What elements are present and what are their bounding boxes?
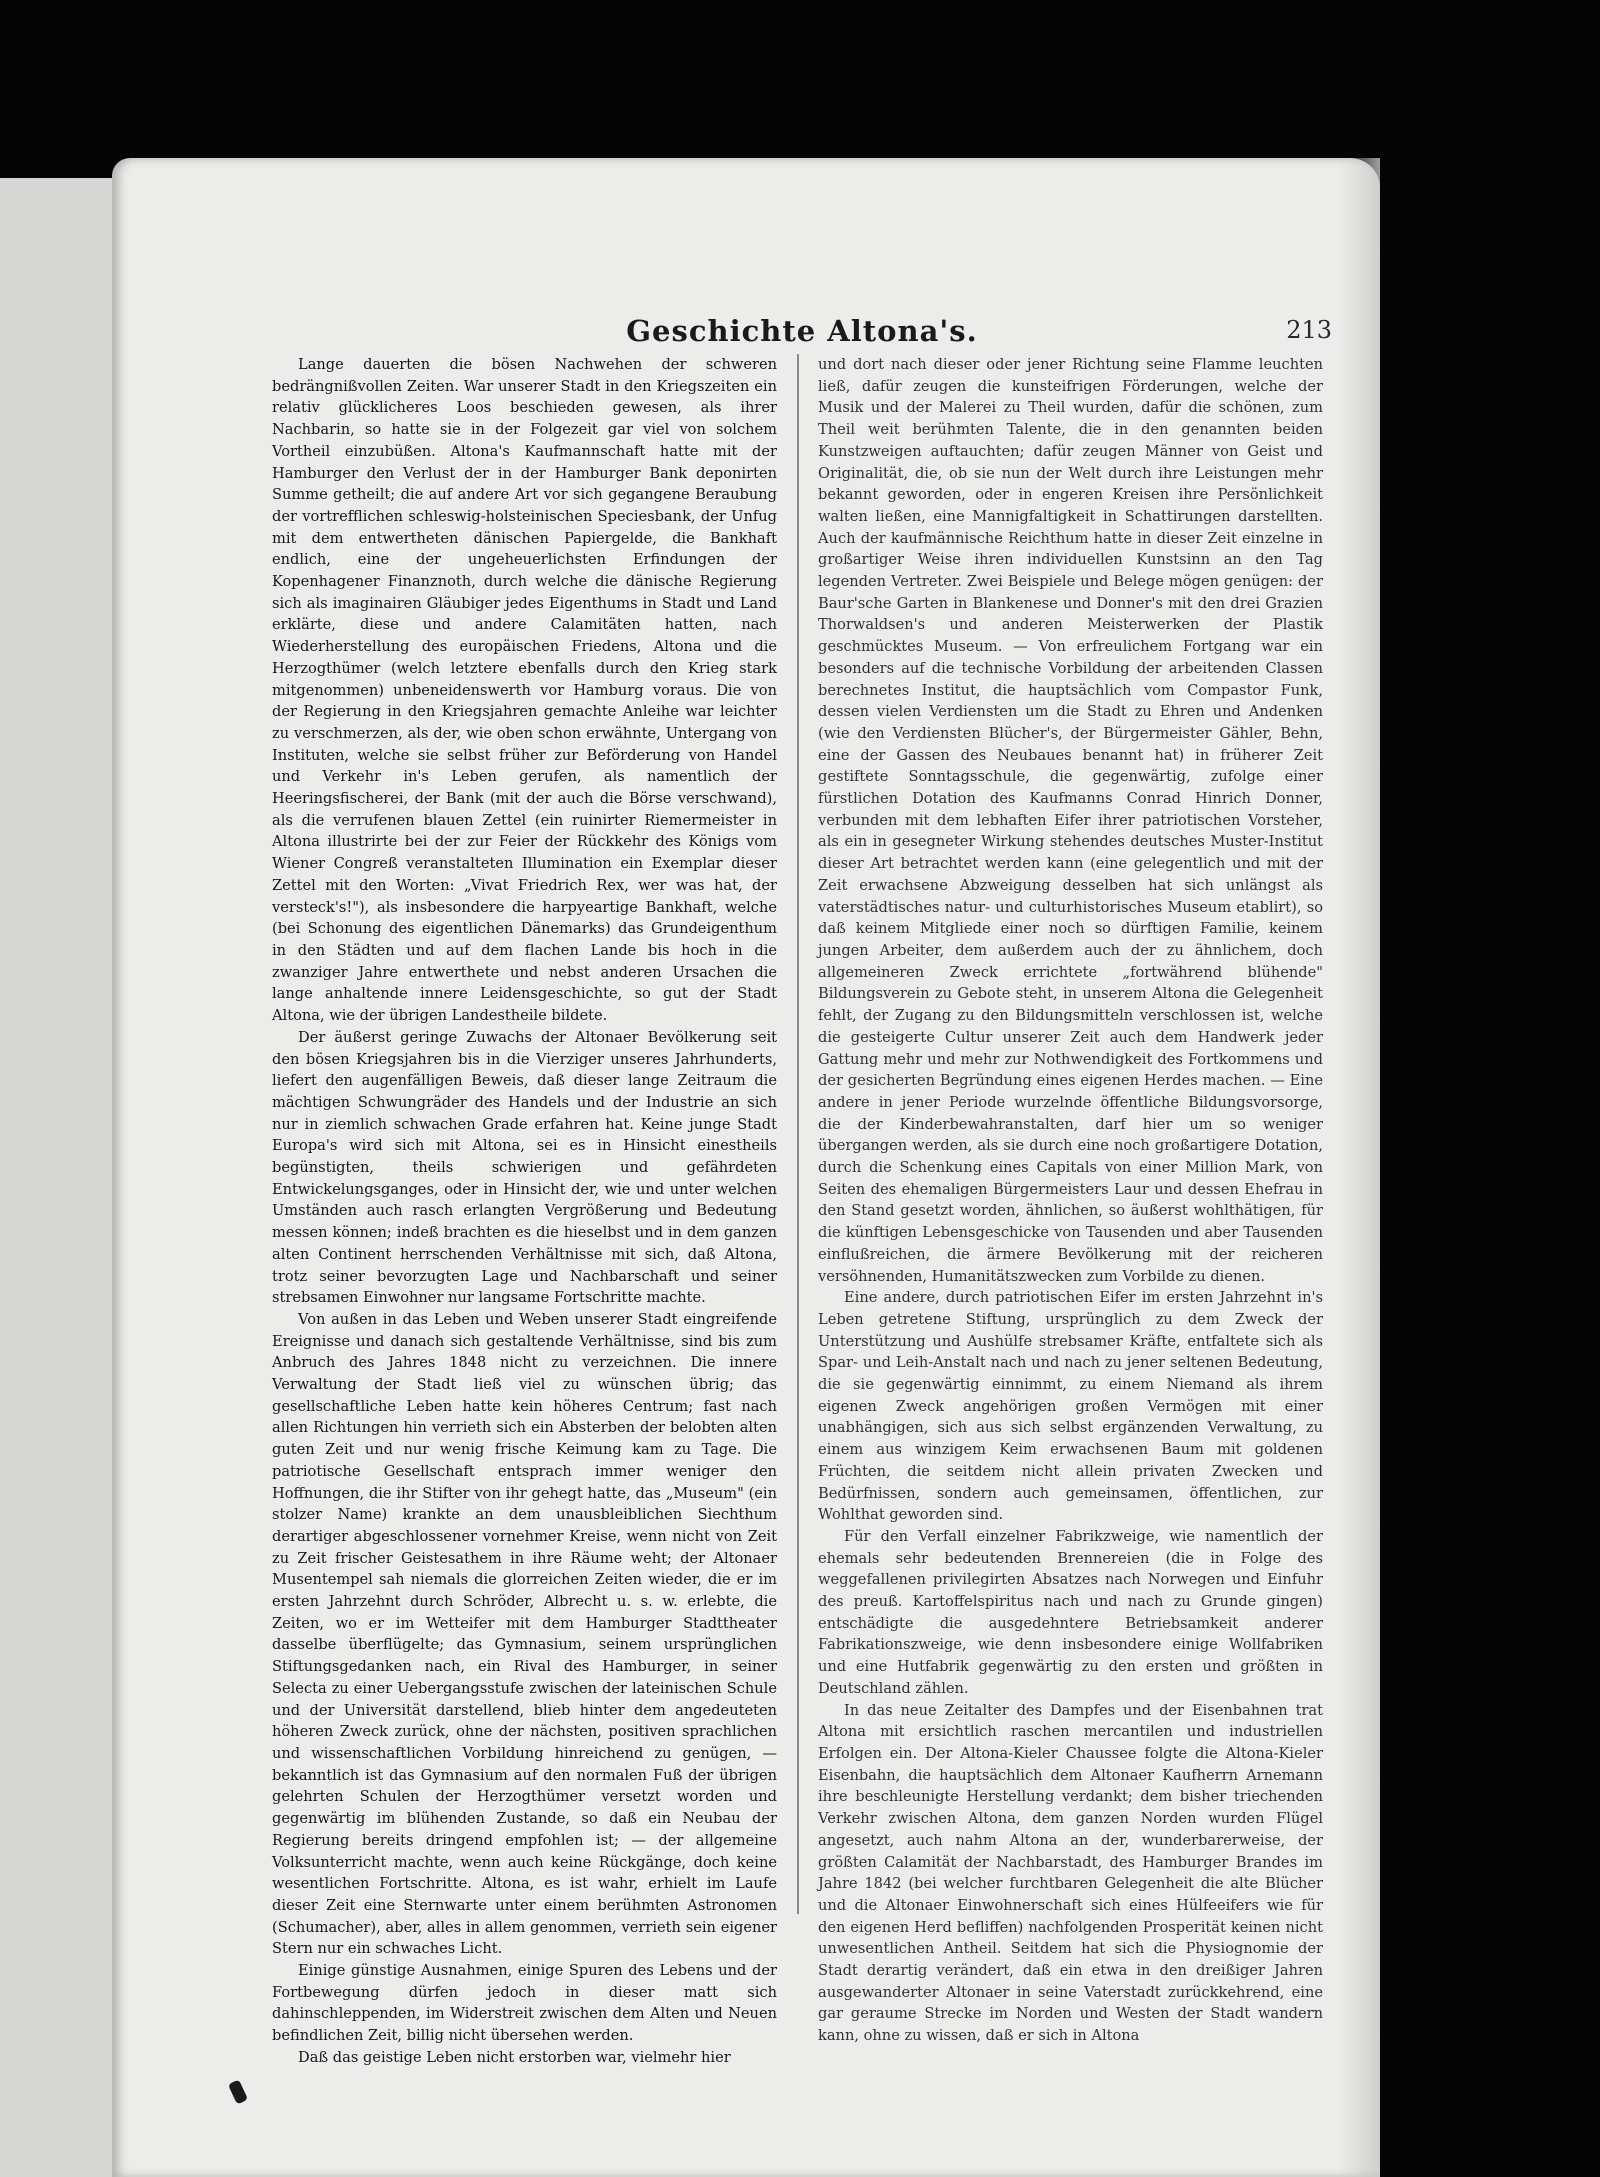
paragraph: Von außen in das Leben und Weben unserer Stadt eingreifende Ereignisse und danach sich gestaltende Verhältnisse, sind bis zum Anbruch des Jahres 1848 nicht zu verzeichnen. Die innere Verwaltung der Stadt ließ viel zu wünschen übrig; das gesellschaftliche Leben hatte kein höheres Centrum; fast nach allen Richtungen hin verrieth sich ein Absterben der belobten alten guten Zeit und nur wenig frische Keimung kam zu Tage. Die patriotische Gesellschaft entsprach immer weniger den Hoffnungen, die ihr Stifter von ihr gehegt hatte, das „Museum" (ein stolzer Name) krankte an dem unausbleiblichen Siechthum derartiger abgeschlossener vornehmer Kreise, wenn nicht von Zeit zu Zeit frischer Geistesathem in ihre Räume weht; der Altonaer Musentempel sah niemals die glorreichen Zeiten wieder, die er im ersten Jahrzehnt durch Schröder, Albrecht u. s. w. erlebte, die Zeiten, wo er im Wetteifer mit dem Hamburger Stadttheater dasselbe überflügelte; das Gymnasium, seinem ursprünglichen Stiftungsgedanken nach, ein Rival des Hamburger, in seiner Selecta zu einer Uebergangsstufe zwischen der lateinischen Schule und der Universität darstellend, blieb hinter dem angedeuteten höheren Zweck zurück, ohne der nächsten, positiven sprachlichen und wissenschaftlichen Vorbildung hinreichend zu genügen, — bekanntlich ist das Gymnasium auf den normalen Fuß der übrigen gelehrten Schulen der Herzogthümer versetzt worden und gegenwärtig im blühenden Zustande, so daß ein Neubau der Regierung bereits dringend empfohlen ist; — der allgemeine Volksunterricht machte, wenn auch keine Rückgänge, doch keine wesentlichen Fortschritte. Altona, es ist wahr, erhielt im Laufe dieser Zeit eine Sternwarte unter einem berühmten Astronomen (Schumacher), aber, alles in allem genommen, verrieth sein eigener Stern nur ein schwaches Licht. (272, 1310, 777, 1958)
page-number: 213 (1286, 316, 1332, 344)
paragraph: Für den Verfall einzelner Fabrikzweige, wie namentlich der ehemals sehr bedeutenden Brennereien (die in Folge des weggefallenen privilegirten Absatzes nach Norwegen und Einfuhr des preuß. Kartoffelspiritus nach und nach zu Grunde gingen) entschädigte die ausgedehntere Betriebsamkeit anderer Fabrikationszweige, wie denn insbesondere einige Wollfabriken und eine Hutfabrik gegenwärtig zu den ersten und größten in Deutschland zählen. (818, 1527, 1323, 1697)
paragraph: Lange dauerten die bösen Nachwehen der schweren bedrängnißvollen Zeiten. War unserer Stadt in den Kriegszeiten ein relativ glücklicheres Loos beschieden gewesen, als ihrer Nachbarin, so hatte sie in der Folgezeit gar viel von solchem Vortheil einzubüßen. Altona's Kaufmannschaft hatte mit der Hamburger den Verlust der in der Hamburger Bank deponirten Summe getheilt; die auf andere Art vor sich gegangene Beraubung der vortrefflichen schleswig-holsteinischen Speciesbank, der Unfug mit dem entwertheten dänischen Papiergelde, die Bankhaft endlich, eine der ungeheuerlichsten Erfindungen der Kopenhagener Finanznoth, durch welche die dänische Regierung sich als imaginairen Gläubiger jedes Eigenthums in Stadt und Land erklärte, diese und andere Calamitäten hatten, nach Wiederherstellung des europäischen Friedens, Altona und die Herzogthümer (welch letztere ebenfalls durch den Krieg stark mitgenommen) unbeneidenswerth vor Hamburg voraus. Die von der Regierung in den Kriegsjahren gemachte Anleihe war leichter zu verschmerzen, als der, wie oben schon erwähnte, Untergang von Instituten, welche sie selbst früher zur Beförderung von Handel und Verkehr in's Leben gerufen, als namentlich der Heeringsfischerei, der Bank (mit der auch die Börse verschwand), als die verrufenen blauen Zettel (ein ruinirter Riemermeister in Altona illustrirte bei der zur Feier der Rückkehr des Königs vom Wiener Congreß veranstalteten Illumination ein Exemplar dieser Zettel mit den Worten: „Vivat Friedrich Rex, wer was hat, der versteck's!"), als insbesondere die harpyeartige Bankhaft, welche (bei Schonung des eigentlichen Dänemarks) das Grundeigenthum in den Städten und auf dem flachen Lande bis hoch in die zwanziger Jahre entwerthete und nebst anderen Ursachen die lange anhaltende innere Leidensgeschichte, so gut der Stadt Altona, wie der übrigen Landestheile bildete. (272, 356, 777, 1025)
paragraph: Eine andere, durch patriotischen Eifer im ersten Jahrzehnt in's Leben getretene Stiftung, ursprünglich zu dem Zweck der Unterstützung und Aushülfe strebsamer Kräfte, entfaltete sich als Spar- und Leih-Anstalt nach und nach zu jener seltenen Bedeutung, die sie gegenwärtig einnimmt, zu einem Niemand als ihrem eigenen Zweck angehörigen großen Vermögen mit einer unabhängigen, sich aus sich selbst ergänzenden Verwaltung, zu einem aus winzigem Keim erwachsenen Baum mit goldenen Früchten, die seitdem nicht allein privaten Zwecken und Bedürfnissen, sondern auch gemeinsamen, öffentlichen, zur Wohlthat geworden sind. (818, 1289, 1323, 1524)
paragraph: Einige günstige Ausnahmen, einige Spuren des Lebens und der Fortbewegung dürfen jedoch in dieser matt sich dahinschleppenden, im Widerstreit zwischen dem Alten und Neuen befindlichen Zeit, billig nicht übersehen werden. (272, 1962, 777, 2045)
text-columns (272, 354, 1332, 2066)
running-title: Geschichte Altona's. (626, 314, 978, 348)
paragraph: In das neue Zeitalter des Dampfes und der Eisenbahnen trat Altona mit ersichtlich raschen mercantilen und industriellen Erfolgen ein. Der Altona-Kieler Chaussee folgte die Altona-Kieler Eisenbahn, die hauptsächlich dem Altonaer Kaufherrn Arnemann ihre beschleunigte Herstellung verdankt; dem bisher triechenden Verkehr zwischen Altona, dem ganzen Norden wurden Flügel angesetzt, auch nahm Altona an der, wunderbarerweise, der größten Calamität der Nachbarstadt, des Hamburger Brandes im Jahre 1842 (bei welcher furchtbaren Gelegenheit die alte Blücher und die Altonaer Einwohnerschaft sich eines Hülfeeifers wie für den eigenen Herd befliffen) nachfolgenden Prosperität keinen nicht unwesentlichen Antheil. Seitdem hat sich die Physiognomie der Stadt derartig verändert, daß ein etwa in den dreißiger Jahren ausgewanderter Altonaer in seine Vaterstadt zurückkehrend, eine gar geraume Strecke im Norden und Westen der Stadt wandern kann, ohne zu wissen, daß er sich in Altona (818, 1701, 1323, 2045)
left-column (272, 354, 777, 2066)
paragraph: Daß das geistige Leben nicht erstorben war, vielmehr hier (298, 2048, 731, 2066)
column-divider (797, 354, 799, 1914)
paragraph: Der äußerst geringe Zuwachs der Altonaer Bevölkerung seit den bösen Kriegsjahren bis in die Vierziger unseres Jahrhunderts, liefert den augenfälligen Beweis, daß dieser lange Zeitraum die mächtigen Schwungräder des Handels und der Industrie an sich nur in ziemlich schwachen Grade erfahren hat. Keine junge Stadt Europa's wird sich mit Altona, sei es in Hinsicht einestheils begünstigten, theils schwierigen und gefährdeten Entwickelungsganges, oder in Hinsicht der, wie und unter welchen Umständen auch rasch erlangten Vergrößerung und Bedeutung messen können; indeß brachten es die hieselbst und in dem ganzen alten Continent herrschenden Verhältnisse mit sich, daß Altona, trotz seiner bevorzugten Lage und Nachbarschaft und seiner strebsamen Einwohner nur langsame Fortschritte machte. (272, 1028, 777, 1307)
previous-page-edge (0, 178, 121, 2177)
right-column (818, 354, 1323, 2045)
paragraph: und dort nach dieser oder jener Richtung seine Flamme leuchten ließ, dafür zeugen die kunsteifrigen Förderungen, welche der Musik und der Malerei zu Theil wurden, dafür die schönen, zum Theil weit berühmten Talente, die in den genannten beiden Kunstzweigen auftauchten; dafür zeugen Männer von Geist und Originalität, die, ob sie nun der Welt durch ihre Leistungen mehr bekannt geworden, oder in engeren Kreisen ihre Persönlichkeit walten ließen, eine Mannigfaltigkeit in Schattirungen darstellten. Auch der kaufmännische Reichthum hatte in dieser Zeit einzelne in großartiger Weise ihren individuellen Kunstsinn an den Tag legenden Vertreter. Zwei Beispiele und Belege mögen genügen: der Baur'sche Garten in Blankenese und Donner's mit den drei Grazien Thorwaldsen's und anderen Meisterwerken der Plastik geschmücktes Museum. — Von erfreulichem Fortgang war ein besonders auf die technische Vorbildung der arbeitenden Classen berechnetes Institut, die hauptsächlich vom Compastor Funk, dessen vielen Verdiensten um die Stadt zu Ehren und Andenken (wie den Verdiensten Blücher's, der Bürgermeister Gähler, Behn, eine der Gassen des Neubaues benannt hat) in früherer Zeit gestiftete Sonntagsschule, die gegenwärtig, zufolge einer fürstlichen Dotation des Kaufmanns Conrad Hinrich Donner, verbunden mit dem lebhaften Eifer ihrer patriotischen Vorsteher, als ein in gesegneter Wirkung stehendes deutsches Muster-Institut dieser Art betrachtet werden kann (eine gelegentlich und mit der Zeit erwachsene Abzweigung desselben hat sich unlängst als vaterstädtisches natur- und culturhistorisches Museum etablirt), so daß keinem Mitgliede einer noch so dürftigen Familie, keinem jungen Arbeiter, dem außerdem auch der zu ähnlichem, doch allgemeineren Zweck errichtete „fortwährend blühende" Bildungsverein zu Gebote steht, in unserem Altona die Gelegenheit fehlt, der Zugang zu den Bildungsmitteln verschlossen ist, welche die gesteigerte Cultur unserer Zeit auch dem Handwerk jeder Gattung mehr und mehr zur Nothwendigkeit des Fortkommens und der gesicherten Begründung eines eigenen Herdes machen. — Eine andere in jener Periode wurzelnde öffentliche Bildungsvorsorge, die der Kinderbewahranstalten, darf hier um so weniger übergangen werden, als sie durch eine noch großartigere Dotation, durch die Schenkung eines Capitals von einer Million Mark, von Seiten des ehemaligen Bürgermeisters Laur und dessen Ehefrau in den Stand gesetzt worden, ähnlichen, so äußerst wohlthätigen, für die künftigen Lebensgeschicke von Tausenden und aber Tausenden einflußreichen, die ärmere Bevölkerung mit der reicheren versöhnenden, Humanitätszwecken zum Vorbilde zu dienen. (818, 356, 1323, 1285)
page-header (272, 314, 1332, 354)
scanned-page (112, 158, 1380, 2177)
